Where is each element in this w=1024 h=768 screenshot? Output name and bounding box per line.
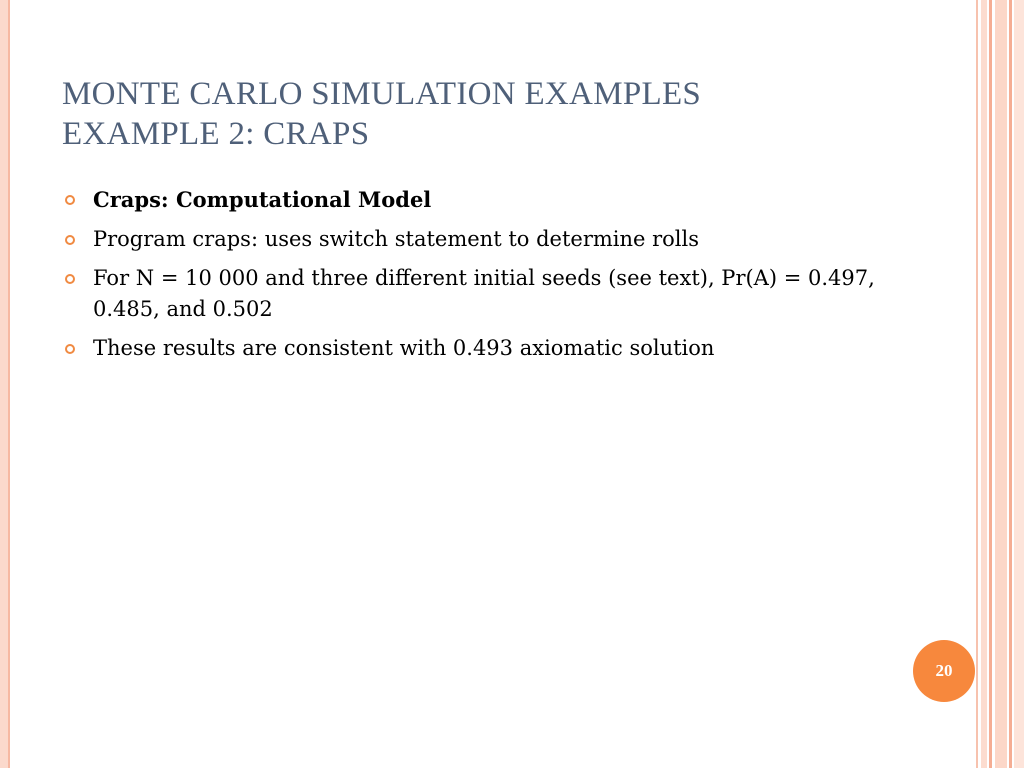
stripe [981,0,987,768]
circle-bullet-icon [65,344,75,354]
stripe [1009,0,1012,768]
circle-bullet-icon [65,235,75,245]
list-item [62,224,922,255]
page-number-badge: 20 [913,640,975,702]
circle-bullet-icon [65,195,75,205]
title-line-1: MONTE CARLO SIMULATION EXAMPLES [62,76,702,112]
stripe [989,0,992,768]
left-decorative-border [0,0,10,768]
bullet-text: Program craps: uses switch statement to determine rolls [93,227,700,251]
bullet-list [62,184,922,372]
list-item [62,333,922,364]
right-decorative-stripes [976,0,1024,768]
stripe [976,0,978,768]
slide-title [62,74,942,154]
list-item [62,263,922,325]
bullet-text: Craps: Computational Model [93,187,432,212]
list-item [62,184,922,216]
stripe [995,0,1007,768]
title-line-2: EXAMPLE 2: CRAPS [62,116,370,152]
bullet-text: For N = 10 000 and three different initial seeds (see text), Pr(A) = 0.497, 0.485, and 0.502 [93,266,875,321]
circle-bullet-icon [65,274,75,284]
bullet-text: These results are consistent with 0.493 axiomatic solution [93,336,715,360]
stripe [1014,0,1024,768]
